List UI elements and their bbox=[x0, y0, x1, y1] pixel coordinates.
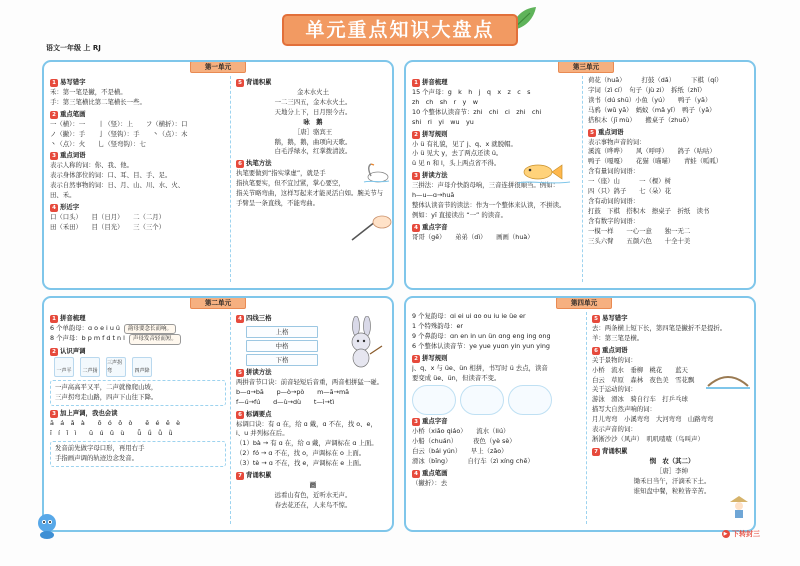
text-line: 小桥 流水 垂柳 桃花 蓝天 bbox=[592, 365, 688, 374]
text-line bbox=[50, 334, 226, 345]
section-number: 3 bbox=[412, 172, 420, 180]
text-line: 小桥（xiǎo qiáo） 流水（liú） bbox=[412, 427, 510, 436]
section-number: 5 bbox=[236, 369, 244, 377]
text-line: 田（禾田） 目（目光） 三（三个） bbox=[50, 222, 166, 231]
text-line: （2）fó → ɑ 不在，找 o，声调标在 o 上面。 bbox=[236, 449, 366, 458]
section-number: 4 bbox=[50, 204, 58, 212]
section-number: 1 bbox=[412, 79, 420, 87]
section-title: 形近字 bbox=[60, 203, 80, 212]
poem-line: 春去花还在，人来鸟不惊。 bbox=[274, 500, 352, 509]
section-title: 加上声调，我也会读 bbox=[60, 408, 118, 417]
tone-card: 一声平 bbox=[54, 357, 74, 377]
text-line: 9 个鼻韵母：ɑn en in un ün ɑng eng ing ong bbox=[412, 331, 551, 340]
text-line: 读书（dú shū）小鱼（yú） 鸭子（yā） bbox=[588, 95, 712, 104]
section-number: 5 bbox=[236, 79, 244, 87]
text-line: 白云（bái yún） 早上（zǎo） bbox=[412, 447, 508, 456]
section-heading bbox=[50, 203, 226, 213]
tone-card: 四声降 bbox=[132, 357, 152, 377]
column-divider bbox=[586, 312, 587, 524]
tone-illustrations bbox=[54, 357, 226, 377]
note-line: 三声拐弯走山路，四声下山往下降。 bbox=[55, 392, 158, 401]
unit-2-panel bbox=[42, 296, 394, 532]
page-title: 单元重点知识大盘点 bbox=[282, 14, 518, 46]
text-line: shi ri yi wu yu bbox=[412, 117, 474, 126]
grid-row: 上格 bbox=[246, 326, 318, 338]
section-heading bbox=[412, 417, 582, 427]
section-title: 拼音梳理 bbox=[60, 314, 86, 322]
text-line: 9 个复韵母：ɑi ei ui ɑo ou iu ie üe er bbox=[412, 312, 526, 320]
footer-text: 下转封三 bbox=[732, 530, 760, 539]
text-line: 含有数字的词语： bbox=[588, 216, 640, 225]
text-line: 哥哥（gē） 弟弟（dì） 画画（huà） bbox=[412, 232, 534, 241]
section-title: 重点词语 bbox=[598, 127, 624, 136]
tone-card: 二声扬 bbox=[80, 357, 100, 377]
section-number: 1 bbox=[50, 79, 58, 87]
section-number: 2 bbox=[412, 131, 420, 139]
text-line: 表示声音的词： bbox=[592, 425, 637, 434]
text-line: 游泳 滑冰 骑自行车 打乒乓球 bbox=[592, 395, 688, 404]
poem-line: 画 bbox=[309, 481, 317, 490]
text-line: 一模一样 一心一意 独一无二 bbox=[588, 226, 691, 235]
section-title: 拼读方法 bbox=[422, 171, 448, 180]
line-text: 6 个单韵母：ɑ o e i u ü bbox=[50, 323, 120, 332]
section-number: 6 bbox=[592, 347, 600, 355]
pen-hand-icon bbox=[350, 212, 392, 242]
text-line: 禾：第一笔是撇，不是横。 bbox=[50, 87, 127, 96]
text-line: 淅淅沙沙（风声） 叽叽喳喳（鸟叫声） bbox=[592, 435, 704, 444]
text-line: ī í ǐ ì ū ú ǔ ù ǖ ǘ ǚ ǜ bbox=[50, 428, 173, 437]
text-line: 字词（zì cí） 句子（jù zi） 拆纸（zhǐ） bbox=[588, 85, 706, 94]
section-heading bbox=[50, 110, 226, 120]
text-line: 含有动词的词语： bbox=[588, 197, 640, 206]
section-heading bbox=[412, 469, 582, 479]
poem-line: 天地分上下，日月照今古。 bbox=[274, 107, 352, 116]
column-divider bbox=[230, 312, 231, 524]
text-line: （1）bà → 有 ɑ 在，给 ɑ 戴，声调标在 ɑ 上面。 bbox=[236, 439, 378, 448]
note-line: 一声高高平又平，二声就像爬山坡， bbox=[55, 382, 158, 391]
section-number: 4 bbox=[412, 224, 420, 232]
section-heading bbox=[50, 151, 226, 161]
tone-card: 三声拐弯 bbox=[106, 357, 126, 377]
line-text: 8 个声母：b p m f d t n l bbox=[50, 334, 125, 343]
text-line: 表示人称的词：你、我、他。 bbox=[50, 161, 134, 170]
section-heading bbox=[588, 128, 752, 138]
text-line: ノ（撇）：手 亅（竖钩）：手 丶（点）：木 bbox=[50, 129, 188, 138]
section-heading bbox=[50, 314, 226, 324]
unit-3-title: 第三单元 bbox=[558, 61, 614, 73]
text-line: ā á ǎ à ō ó ǒ ò ē é ě è bbox=[50, 418, 181, 427]
text-line: h—u—ɑ→huā bbox=[412, 191, 455, 200]
subject-label: 语文一年级 上 RJ bbox=[46, 44, 101, 52]
poem-line: 金木水火土 bbox=[297, 87, 329, 96]
section-number: 3 bbox=[412, 418, 420, 426]
tip-bubble: 声母发音轻而短。 bbox=[129, 334, 181, 345]
text-line: 白云 草原 森林 夜色美 雪花飘 bbox=[592, 375, 695, 384]
text-line: 例如：yī 直接读出 “一” 的读音。 bbox=[412, 210, 507, 219]
text-line: 描写大自然声响的词： bbox=[592, 405, 656, 414]
text-line: 1 个特殊韵母：er bbox=[412, 321, 463, 330]
section-number: 2 bbox=[50, 348, 58, 356]
poem-line: 远看山有色，近听水无声。 bbox=[274, 490, 352, 499]
poem-line: 悯 农（其二） bbox=[649, 456, 695, 465]
section-number: 5 bbox=[588, 129, 596, 137]
text-line: 去：两条横上短下长，第四笔是撇折不是提折。 bbox=[592, 323, 727, 332]
column-divider bbox=[230, 76, 231, 282]
syllable-wheel bbox=[412, 385, 456, 415]
unit-1-title: 第一单元 bbox=[190, 61, 246, 73]
text-line: 一（横）：一 丨（竖）：上 フ（横折）：口 bbox=[50, 119, 188, 128]
poem-line: ［唐］李绅 bbox=[656, 466, 688, 475]
syllable-wheel bbox=[460, 385, 504, 415]
text-line: （撇折）：去 bbox=[412, 478, 448, 487]
poem-line: 谁知盘中餐，粒粒皆辛苦。 bbox=[633, 486, 711, 495]
fish-icon bbox=[516, 156, 572, 186]
section-number: 7 bbox=[236, 472, 244, 480]
tip-bubble: 韵母要念长而响。 bbox=[124, 324, 176, 335]
section-number: 7 bbox=[592, 448, 600, 456]
section-title: 认识声调 bbox=[60, 346, 86, 355]
text-line: 丶（点）：火 乚（竖弯钩）：七 bbox=[50, 139, 146, 148]
section-number: 1 bbox=[50, 315, 58, 323]
poem-line: ［唐］骆宾王 bbox=[293, 127, 333, 136]
text-line: 表示身体部位的词：口、耳、目、手、足。 bbox=[50, 171, 172, 180]
text-line: 三拼法：声母介快韵母响，三音连拼很顺当。例如： bbox=[412, 181, 559, 190]
section-title: 拼音梳理 bbox=[422, 78, 448, 86]
unit-2-left-column bbox=[50, 312, 226, 526]
text-line: 手：第三笔横比第二笔横长一些。 bbox=[50, 97, 146, 106]
text-line: f—ú→fú d—ù→dù t—ì→tì bbox=[236, 397, 335, 406]
section-heading bbox=[50, 78, 226, 88]
text-line: j、q、x 与 üe、ün 相拼，书写时 ü 去点，读音 bbox=[412, 363, 548, 372]
text-line: 指关节略弯曲，这样写起来才能灵活自如。腕关节与 bbox=[236, 189, 383, 198]
section-title: 拼读方法 bbox=[246, 367, 272, 376]
text-line: 打鼓 下棋 搭积木 擦桌子 折纸 读书 bbox=[588, 206, 710, 215]
text-line: 表示自然事物的词：日、月、山、川、水、火、 bbox=[50, 181, 185, 190]
unit-3-panel bbox=[404, 60, 756, 290]
section-number: 2 bbox=[50, 111, 58, 119]
section-title: 重点词语 bbox=[602, 345, 628, 354]
text-line: 10 个整体认读音节：zhi chi ci zhi chi bbox=[412, 107, 542, 116]
section-title: 执笔方法 bbox=[246, 159, 272, 168]
poem-line: 咏 鹅 bbox=[303, 117, 323, 126]
text-line: 四（只）鸽子 七（朵）花 bbox=[588, 187, 672, 196]
text-line: 口（口头） 目（日月） 二（二月） bbox=[50, 212, 166, 221]
text-line: 执笔要做到“指实掌虚”，就是手 bbox=[236, 169, 326, 178]
section-title: 拼写规则 bbox=[422, 129, 448, 138]
text-line: 表示事物声音的词： bbox=[588, 137, 646, 146]
text-line: 关于景物的词： bbox=[592, 355, 637, 364]
section-heading bbox=[236, 368, 390, 378]
text-line: 含有量词的词语： bbox=[588, 167, 640, 176]
unit-1-left-column bbox=[50, 76, 226, 284]
text-line bbox=[50, 324, 226, 335]
text-line: 荷花（huā） 打鼓（dǎ） 下棋（qí） bbox=[588, 76, 723, 84]
rabbit-icon bbox=[340, 316, 384, 368]
section-title: 重点词语 bbox=[60, 151, 86, 160]
text-line: 要变成 üe、ün，但读音不变。 bbox=[412, 373, 501, 382]
section-title: 背诵积累 bbox=[246, 78, 272, 86]
syllable-wheels bbox=[412, 385, 582, 415]
section-heading bbox=[412, 130, 578, 140]
section-number: 4 bbox=[412, 470, 420, 478]
section-number: 3 bbox=[50, 152, 58, 160]
text-line: 手臂呈一条直线，不能弯曲。 bbox=[236, 199, 320, 208]
section-title: 重点笔画 bbox=[422, 469, 448, 478]
section-title: 重点字音 bbox=[422, 222, 448, 231]
farmer-icon bbox=[726, 494, 752, 520]
note-line: 发音前先做字母口形，再用右手 bbox=[55, 444, 145, 453]
section-title: 背诵积累 bbox=[602, 446, 628, 455]
unit-3-right-column bbox=[588, 76, 752, 284]
unit-1-panel bbox=[42, 60, 394, 290]
text-line: 两拼音节口诀：前音轻短后音重，两音相拼猛一碰。 bbox=[236, 377, 383, 386]
section-number: 2 bbox=[412, 355, 420, 363]
section-number: 5 bbox=[592, 315, 600, 323]
text-line: 月儿弯弯 小溪弯弯 大河弯弯 山路弯弯 bbox=[592, 415, 714, 424]
section-heading bbox=[50, 347, 226, 357]
text-line: 搭积木（jī mù） 搬桌子（zhuō） bbox=[588, 115, 693, 124]
text-line: 小船（chuán） 夜色（yè sè） bbox=[412, 437, 516, 446]
text-line: b—ɑ→bā p—ò→pò m—ā→mā bbox=[236, 387, 350, 396]
section-heading bbox=[50, 409, 226, 419]
section-title: 四线三格 bbox=[246, 314, 272, 322]
section-heading bbox=[236, 410, 390, 420]
note-line: 手指画声调的轨迹边念发音。 bbox=[55, 454, 139, 463]
poem-line: 一二三四五，金木水火土。 bbox=[274, 97, 352, 106]
unit-4-left-column bbox=[412, 312, 582, 526]
poem-line: 锄禾日当午，汗滴禾下土。 bbox=[633, 476, 711, 485]
section-title: 标调要点 bbox=[246, 409, 272, 418]
section-heading bbox=[592, 346, 752, 356]
text-line: ü 见 n 和 l，头上两点省不得。 bbox=[412, 159, 501, 168]
syllable-wheel bbox=[508, 385, 552, 415]
text-line: 田、禾。 bbox=[50, 191, 76, 200]
text-line: 鸭子（嘎嘎） 花猫（喵喵） 青蛙（呱呱） bbox=[588, 157, 723, 166]
section-title: 背诵积累 bbox=[246, 471, 272, 480]
text-line: 马鸦（wǔ yā） 蚂蚁（mǎ yǐ） 鸭子（yā） bbox=[588, 105, 716, 114]
continue-note bbox=[722, 529, 760, 540]
section-heading bbox=[412, 223, 578, 233]
text-line: 15 个声母：g k h j q x z c s bbox=[412, 87, 531, 96]
bridge-icon bbox=[706, 368, 750, 390]
section-number: 4 bbox=[236, 315, 244, 323]
unit-4-title: 第四单元 bbox=[556, 297, 612, 309]
poem-line: 鹅，鹅，鹅，曲项向天歌。 bbox=[274, 137, 352, 146]
text-line: 溪流（哗哗） 风（呼呼） 鸽子（咕咕） bbox=[588, 147, 716, 156]
text-line: i、u 并列标在后。 bbox=[236, 429, 289, 438]
section-heading bbox=[412, 78, 578, 88]
text-line: 标调口诀：有 ɑ 在，给 ɑ 戴，ɑ 不在，找 o、e， bbox=[236, 419, 377, 428]
text-line: 小 ü 见大 y，去了两点还读 ü。 bbox=[412, 149, 503, 158]
text-line: （3）tè → ɑ 不在，找 e，声调标在 e 上面。 bbox=[236, 459, 366, 468]
section-title: 易写错字 bbox=[60, 78, 86, 86]
section-heading bbox=[236, 78, 390, 88]
text-line: 6 个整体认读音节：ye yue yuɑn yin yun ying bbox=[412, 341, 550, 350]
note-box bbox=[50, 380, 226, 406]
section-heading bbox=[236, 471, 390, 481]
text-line: 一（座）山 一（棵）树 bbox=[588, 177, 672, 186]
section-heading bbox=[592, 447, 752, 457]
mascot-icon bbox=[34, 512, 60, 540]
text-line: 三头六臂 五颜六色 十全十美 bbox=[588, 236, 691, 245]
poem-line: 白毛浮绿水，红掌拨清波。 bbox=[274, 147, 352, 156]
arrow-circle-icon: ▶ bbox=[722, 530, 730, 538]
section-number: 3 bbox=[50, 410, 58, 418]
unit-2-title: 第二单元 bbox=[190, 297, 246, 309]
section-title: 重点笔画 bbox=[60, 109, 86, 118]
section-title: 易写错字 bbox=[602, 314, 628, 322]
section-heading bbox=[412, 354, 582, 364]
section-title: 拼写规则 bbox=[422, 353, 448, 362]
note-box bbox=[50, 441, 226, 467]
text-line: 整体认读音节的读法：作为一个整体来认读，不拼读。 bbox=[412, 201, 566, 210]
section-number: 6 bbox=[236, 160, 244, 168]
goose-icon bbox=[362, 162, 390, 184]
text-line: 滑冰（bīng） 自行车（zì xíng chē） bbox=[412, 457, 534, 466]
grid-row: 中格 bbox=[246, 340, 318, 352]
column-divider bbox=[582, 76, 583, 282]
unit-4-panel bbox=[404, 296, 756, 532]
text-line: 关于运动的词： bbox=[592, 385, 637, 394]
text-line: 小 ü 有礼貌，见了 j、q、x 就脱帽。 bbox=[412, 139, 517, 148]
text-line: zh ch sh r y w bbox=[412, 97, 478, 106]
grid-row: 下格 bbox=[246, 354, 318, 366]
section-number: 6 bbox=[236, 411, 244, 419]
section-heading bbox=[592, 314, 752, 324]
section-title: 重点字音 bbox=[422, 417, 448, 426]
text-line: 指执笔要实，但不宜过紧，掌心要空， bbox=[236, 179, 345, 188]
text-line: 羊：第三笔是横。 bbox=[592, 333, 644, 342]
